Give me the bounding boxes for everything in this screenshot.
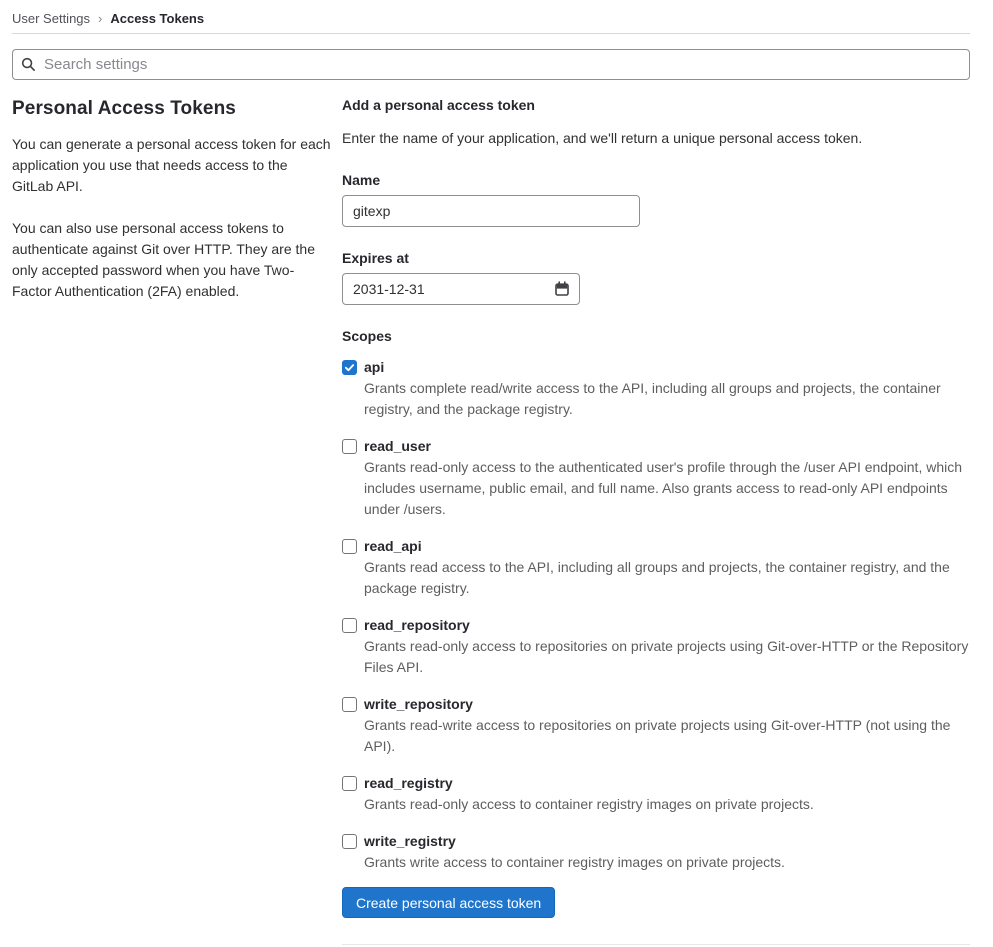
- scope-description: Grants write access to container registry images on private projects.: [364, 854, 785, 870]
- scope-label[interactable]: read_user: [364, 438, 431, 454]
- scope-item-read-api: [342, 536, 970, 599]
- scope-checkbox-api[interactable]: [342, 360, 357, 375]
- scope-item-write-repository: [342, 694, 970, 757]
- scope-item-read-repository: [342, 615, 970, 678]
- breadcrumb-access-tokens: Access Tokens: [110, 11, 205, 26]
- scope-description: Grants complete read/write access to the API, including all groups and projects, the container registry, and the package registry.: [364, 380, 941, 417]
- form-description: Enter the name of your application, and we'll return a unique personal access token.: [342, 130, 863, 146]
- search-icon: [21, 57, 36, 72]
- page-title: Personal Access Tokens: [12, 98, 236, 119]
- expires-at-field: [342, 273, 580, 305]
- scope-description: Grants read access to the API, including all groups and projects, the container registry, and the package registry.: [364, 559, 950, 596]
- breadcrumb: [12, 0, 970, 29]
- scope-checkbox-read-api[interactable]: [342, 539, 357, 554]
- scope-item-write-registry: [342, 831, 970, 873]
- scope-checkbox-read-registry[interactable]: [342, 776, 357, 791]
- create-token-button[interactable]: Create personal access token: [342, 887, 555, 918]
- chevron-right-icon: ›: [98, 11, 103, 26]
- scope-checkbox-write-registry[interactable]: [342, 834, 357, 849]
- scope-description: Grants read-only access to repositories on private projects using Git-over-HTTP or the Repository Files API.: [364, 638, 969, 675]
- scope-label[interactable]: write_repository: [364, 696, 473, 712]
- scope-label[interactable]: read_api: [364, 538, 422, 554]
- scope-label[interactable]: read_repository: [364, 617, 470, 633]
- scope-item-read-registry: [342, 773, 970, 815]
- token-form: [342, 96, 970, 945]
- expires-at-label: Expires at: [342, 250, 409, 266]
- scope-label[interactable]: read_registry: [364, 775, 453, 791]
- scopes-label: Scopes: [342, 328, 392, 344]
- section-description: [12, 96, 332, 945]
- name-label: Name: [342, 172, 381, 188]
- expires-at-input[interactable]: [342, 273, 580, 305]
- scope-checkbox-write-repository[interactable]: [342, 697, 357, 712]
- scope-item-api: [342, 357, 970, 420]
- token-name-input[interactable]: [342, 195, 640, 227]
- header-divider: [12, 33, 970, 34]
- scope-item-read-user: [342, 436, 970, 520]
- breadcrumb-user-settings[interactable]: User Settings: [12, 11, 91, 26]
- scope-checkbox-read-user[interactable]: [342, 439, 357, 454]
- scope-description: Grants read-write access to repositories on private projects using Git-over-HTTP (not using the API).: [364, 717, 951, 754]
- form-title: Add a personal access token: [342, 97, 535, 113]
- scopes-list: [342, 357, 970, 873]
- sidebar-paragraph-2: You can also use personal access tokens to authenticate against Git over HTTP. They are the only accepted password when you have Two-Factor Authentication (2FA) enabled.: [12, 220, 315, 299]
- search-bar: [12, 49, 970, 80]
- footer-divider: [342, 944, 970, 945]
- scope-label[interactable]: api: [364, 359, 385, 375]
- search-input[interactable]: [12, 49, 970, 80]
- scope-description: Grants read-only access to container registry images on private projects.: [364, 796, 814, 812]
- scope-description: Grants read-only access to the authenticated user's profile through the /user API endpoint, which includes username, public email, and full name. Also grants access to read-only API endpoints under /users.: [364, 459, 963, 517]
- check-icon: [344, 362, 355, 373]
- scope-checkbox-read-repository[interactable]: [342, 618, 357, 633]
- sidebar-paragraph-1: You can generate a personal access token for each application you use that needs access to the GitLab API.: [12, 136, 331, 194]
- scope-label[interactable]: write_registry: [364, 833, 456, 849]
